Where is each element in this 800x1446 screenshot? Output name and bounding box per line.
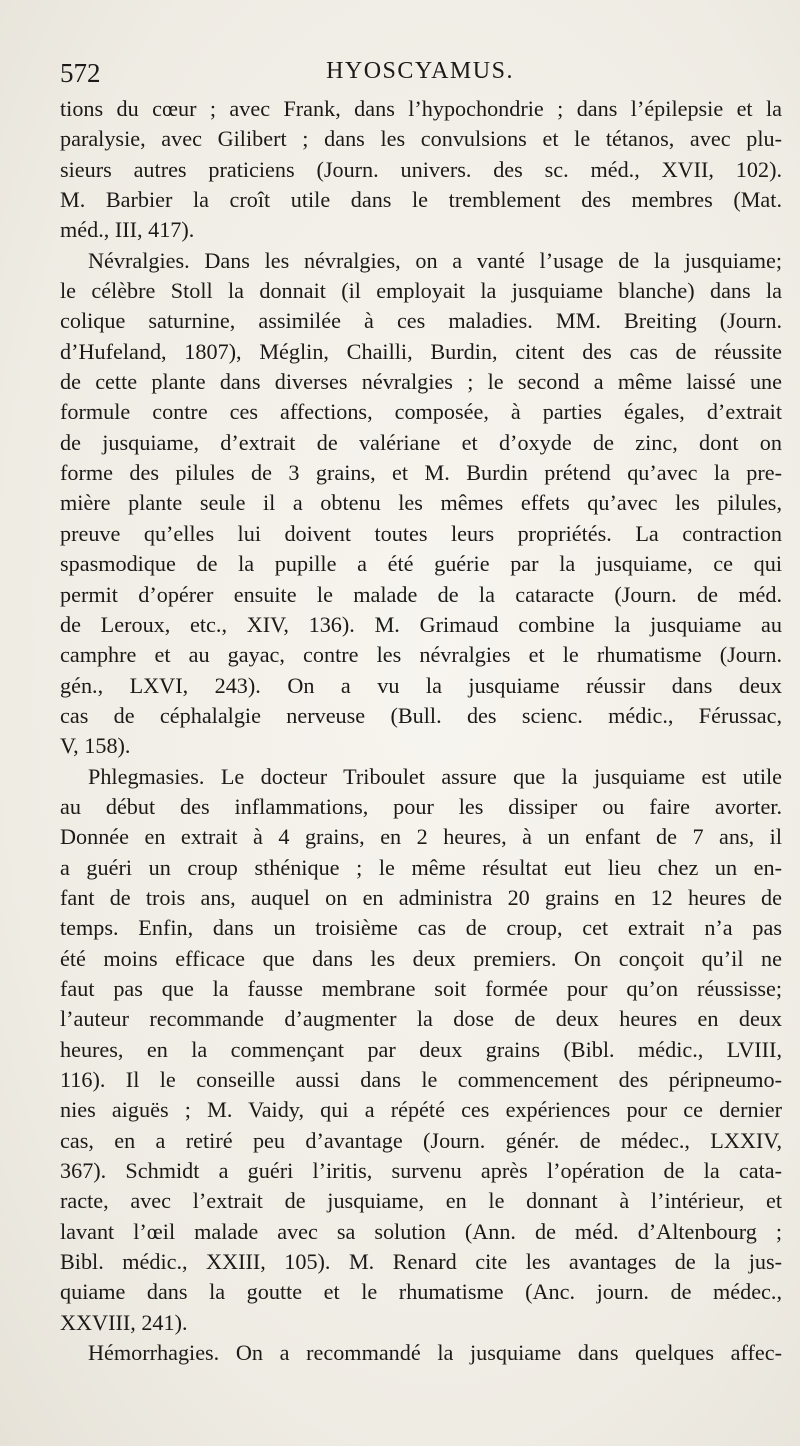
text-line: 116). Il le conseille aussi dans le commencement des péripneumo-: [60, 1067, 782, 1092]
text-line: camphre et au gayac, contre les névralgies et le rhumatisme (Journ.: [60, 642, 782, 668]
text-line: de jusquiame, d’extrait de valériane et d’oxyde de zinc, dont on: [60, 429, 782, 455]
text-line: au début des inflammations, pour les dissiper ou faire avorter.: [60, 793, 782, 819]
text-line: été moins efficace que dans les deux premiers. On conçoit qu’il ne: [60, 945, 782, 971]
text-line: temps. Enfin, dans un troisième cas de croup, cet extrait n’a pas: [60, 915, 782, 941]
page-header: [60, 58, 780, 92]
text-line: le célèbre Stoll la donnait (il employait la jusquiame blanche) dans la: [60, 278, 782, 304]
text-line: nies aiguës ; M. Vaidy, qui a répété ces expériences pour ce dernier: [60, 1097, 782, 1123]
text-line: de Leroux, etc., XIV, 136). M. Grimaud combine la jusquiame au: [60, 611, 782, 637]
text-line: tions du cœur ; avec Frank, dans l’hypochondrie ; dans l’épilepsie et la: [60, 96, 782, 121]
text-line: Donnée en extrait à 4 grains, en 2 heures, à un enfant de 7 ans, il: [60, 824, 782, 850]
text-line: spasmodique de la pupille a été guérie par la jusquiame, ce qui: [60, 551, 782, 577]
text-line: Bibl. médic., XXIII, 105). M. Renard cite les avantages de la jus-: [60, 1249, 782, 1275]
text-line: sieurs autres praticiens (Journ. univers. des sc. méd., XVII, 102).: [60, 156, 782, 182]
text-line: quiame dans la goutte et le rhumatisme (Anc. journ. de médec.,: [60, 1279, 782, 1305]
text-line: Hémorrhagies. On a recommandé la jusquiame dans quelques affec-: [88, 1340, 782, 1366]
text-line: cas, en a retiré peu d’avantage (Journ. génér. de médec., LXXIV,: [60, 1127, 782, 1153]
text-line: 367). Schmidt a guéri l’iritis, survenu après l’opération de la cata-: [60, 1158, 782, 1184]
text-line: méd., III, 417).: [60, 217, 195, 243]
text-line: colique saturnine, assimilée à ces maladies. MM. Breiting (Journ.: [60, 308, 782, 334]
text-line: a guéri un croup sthénique ; le même résultat eut lieu chez un en-: [60, 854, 782, 880]
text-line: l’auteur recommande d’augmenter la dose de deux heures en deux: [60, 1006, 782, 1032]
text-line: heures, en la commençant par deux grains (Bibl. médic., LVIII,: [60, 1036, 782, 1062]
text-line: Névralgies. Dans les névralgies, on a vanté l’usage de la jusquiame;: [88, 247, 782, 273]
text-line: formule contre ces affections, composée, à parties égales, d’extrait: [60, 399, 782, 425]
text-line: V, 158).: [60, 733, 131, 759]
body-text: [60, 94, 782, 1368]
text-line: paralysie, avec Gilibert ; dans les convulsions et le tétanos, avec plu-: [60, 126, 782, 152]
text-line: Phlegmasies. Le docteur Triboulet assure que la jusquiame est utile: [88, 763, 782, 789]
text-line: de cette plante dans diverses névralgies ; le second a même laissé une: [60, 369, 782, 395]
text-line: d’Hufeland, 1807), Méglin, Chailli, Burdin, citent des cas de réussite: [60, 338, 782, 364]
text-line: racte, avec l’extrait de jusquiame, en le donnant à l’intérieur, et: [60, 1188, 782, 1214]
text-line: permit d’opérer ensuite le malade de la cataracte (Journ. de méd.: [60, 581, 782, 607]
page-number: 572: [60, 58, 101, 88]
text-line: lavant l’œil malade avec sa solution (Ann. de méd. d’Altenbourg ;: [60, 1218, 782, 1244]
text-line: mière plante seule il a obtenu les mêmes effets qu’avec les pilules,: [60, 490, 782, 516]
text-line: forme des pilules de 3 grains, et M. Burdin prétend qu’avec la pre-: [60, 460, 782, 486]
text-line: preuve qu’elles lui doivent toutes leurs propriétés. La contraction: [60, 520, 782, 546]
text-line: gén., LXVI, 243). On a vu la jusquiame réussir dans deux: [60, 672, 782, 698]
text-line: fant de trois ans, auquel on en administra 20 grains en 12 heures de: [60, 884, 782, 910]
running-title: HYOSCYAMUS.: [326, 58, 514, 84]
text-line: M. Barbier la croît utile dans le tremblement des membres (Mat.: [60, 187, 782, 213]
text-line: XXVIII, 241).: [60, 1309, 188, 1335]
text-line: faut pas que la fausse membrane soit formée pour qu’on réussisse;: [60, 975, 782, 1001]
text-line: cas de céphalalgie nerveuse (Bull. des scienc. médic., Férussac,: [60, 702, 782, 728]
